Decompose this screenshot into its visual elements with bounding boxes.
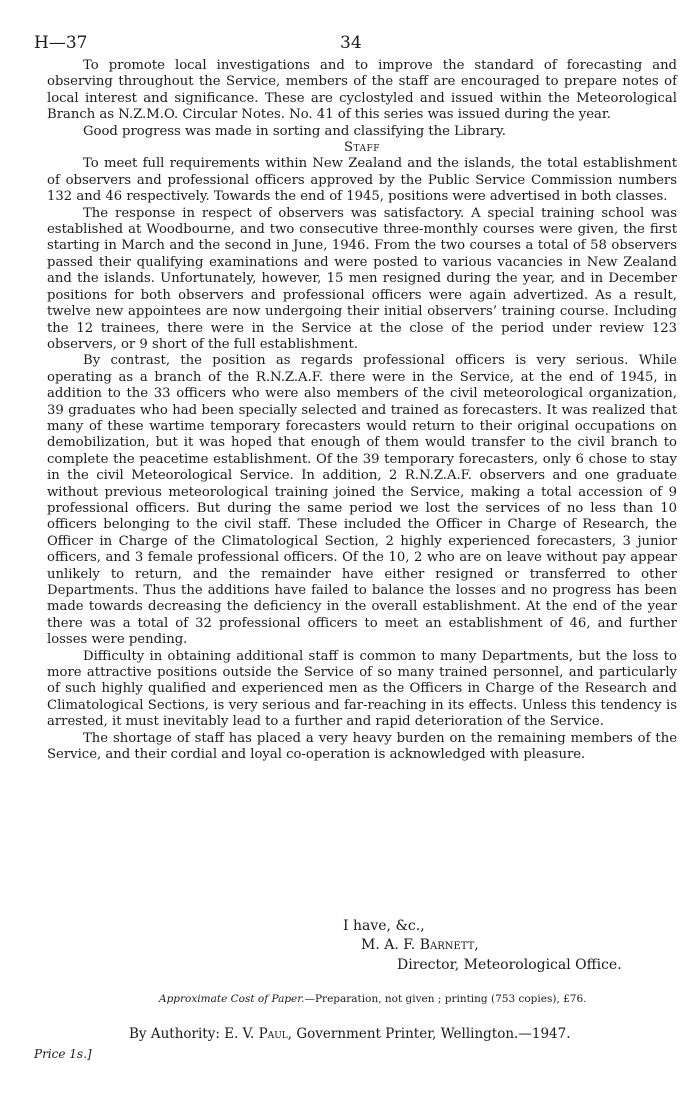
document-reference: H—37 — [34, 33, 88, 53]
authority-suffix: , Government Printer, Wellington.—1947. — [287, 1026, 571, 1042]
paragraph: Difficulty in obtaining additional staff is common to many Departments, but the loss to more attractive positions outside the Service of so many trained personnel, and particularly of such highly qualified and experienced men as the Officers in Charge of the Research and Climatological Sections, is very serious and far-reaching in its effects. Unless this tendency is arrested, it must inevitably lead to a further and rapid deterioration of the Service. — [47, 648, 677, 730]
price-note: Price 1s.] — [34, 1047, 92, 1061]
signatory-initials: M. A. F. — [361, 937, 420, 953]
authority-line — [129, 1026, 571, 1042]
page-number: 34 — [340, 33, 362, 53]
cost-note-text: —Preparation, not given ; printing (753 copies), £76. — [304, 993, 587, 1005]
paragraph: The shortage of staff has placed a very heavy burden on the remaining members of the Service, and their cordial and loyal co-operation is acknowledged with pleasure. — [47, 730, 677, 763]
paragraph: Good progress was made in sorting and classifying the Library. — [83, 123, 506, 139]
paragraph: By contrast, the position as regards professional officers is very serious. While operating as a branch of the R.N.Z.A.F. there were in the Service, at the end of 1945, in addition to the 33 officers who were also members of the civil meteorological organization, 39 graduates who had been specially selected and trained as forecasters. It was realized that many of these wartime temporary forecasters would return to their original occupations on demobilization, but it was hoped that enough of them would transfer to the civil branch to complete the peacetime establishment. Of the 39 temporary forecasters, only 6 chose to stay in the civil Meteorological Service. In addition, 2 R.N.Z.A.F. observers and one graduate without previous meteorological training joined the Service, making a total accession of 9 professional officers. But during the same period we lost the services of no less than 10 officers belonging to the civil staff. These included the Officer in Charge of Research, the Officer in Charge of the Climatological Section, 2 highly experienced forecasters, 3 junior officers, and 3 female professional officers. Of the 10, 2 who are on leave without pay appear unlikely to return, and the remainder have either resigned or transferred to other Departments. Thus the additions have failed to balance the losses and no progress has been made towards decreasing the deficiency in the overall establishment. At the end of the year there was a total of 32 professional officers to meet an establishment of 46, and further losses were pending. — [47, 353, 677, 648]
cost-note — [159, 993, 587, 1005]
signatory-title: Director, Meteorological Office. — [397, 957, 622, 973]
signatory-surname: Barnett, — [419, 937, 479, 953]
paragraph: The response in respect of observers was satisfactory. A special training school was established at Woodbourne, and two consecutive three-monthly courses were given, the first starting in March and the second in June, 1946. From the two courses a total of 58 observers passed their qualifying examinations and were posted to various vacancies in New Zealand and the islands. Unfortunately, however, 15 men resigned during the year, and in December positions for both observers and professional officers were again advertized. As a result, twelve new appointees are now undergoing their initial observers’ training course. Including the 12 trainees, there were in the Service at the close of the period under review 123 observers, or 9 short of the full establishment. — [47, 205, 677, 352]
section-heading: Staff — [343, 140, 381, 156]
printer-initials: E. V. — [224, 1026, 259, 1042]
paragraph: To promote local investigations and to improve the standard of forecasting and observing throughout the Service, members of the staff are encouraged to prepare notes of local interest and significance. These are cyclostyled and issued within the Meteorological Branch as N.Z.M.O. Circular Notes. No. 41 of this series was issued during the year. — [47, 58, 677, 123]
printer-surname: Paul — [258, 1026, 288, 1042]
paragraph: To meet full requirements within New Zealand and the islands, the total establishment of observers and professional officers approved by the Public Service Commission numbers 132 and 46 respectively. Towards the end of 1945, positions were advertised in both classes. — [47, 156, 677, 205]
body-text — [47, 58, 677, 763]
signatory-name — [361, 937, 479, 953]
closing-salutation: I have, &c., — [343, 918, 425, 934]
cost-note-label: Approximate Cost of Paper. — [159, 993, 305, 1005]
authority-prefix: By Authority: — [129, 1026, 225, 1042]
